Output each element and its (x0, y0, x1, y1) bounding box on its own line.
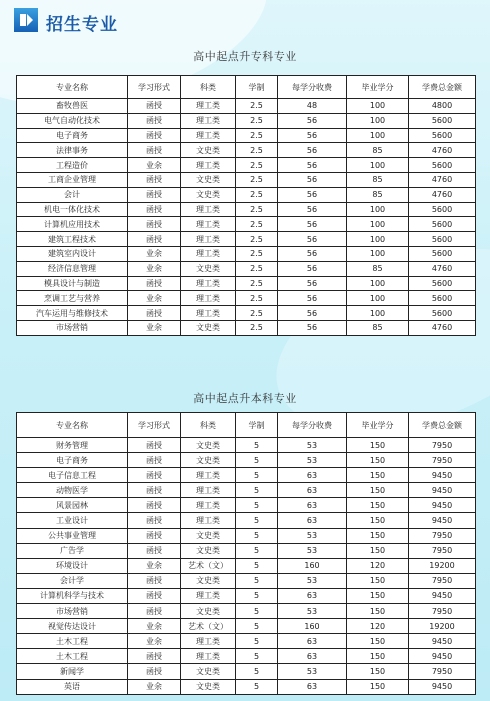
table-cell: 理工类 (181, 306, 236, 321)
table-row (17, 649, 476, 664)
table-cell: 函授 (128, 604, 181, 619)
table-cell: 150 (347, 483, 409, 498)
table-cell: 5600 (409, 217, 476, 232)
table-cell: 56 (278, 187, 347, 202)
table-cell: 7950 (409, 438, 476, 453)
table-cell: 150 (347, 679, 409, 694)
table-cell: 53 (278, 543, 347, 558)
table-cell: 5 (236, 573, 278, 588)
table-cell: 函授 (128, 306, 181, 321)
table-cell: 53 (278, 438, 347, 453)
table-cell: 56 (278, 306, 347, 321)
table-row (17, 320, 476, 335)
table-cell: 4760 (409, 261, 476, 276)
table-row (17, 232, 476, 247)
table-cell: 53 (278, 528, 347, 543)
table-cell: 文史类 (181, 543, 236, 558)
table-row (17, 483, 476, 498)
arrow-logo-icon (14, 8, 38, 32)
table-cell: 150 (347, 528, 409, 543)
table-cell: 文史类 (181, 679, 236, 694)
table-cell: 函授 (128, 143, 181, 158)
table-cell: 19200 (409, 558, 476, 573)
table-cell: 汽车运用与维修技术 (17, 306, 128, 321)
table-cell: 150 (347, 468, 409, 483)
table-cell: 理工类 (181, 99, 236, 114)
table-row (17, 664, 476, 679)
table-cell: 函授 (128, 664, 181, 679)
table-cell: 2.5 (236, 276, 278, 291)
table-cell: 53 (278, 573, 347, 588)
table-cell: 2.5 (236, 232, 278, 247)
table-cell: 63 (278, 498, 347, 513)
table-cell: 业余 (128, 679, 181, 694)
table-cell: 文史类 (181, 438, 236, 453)
table-cell: 文史类 (181, 187, 236, 202)
table-cell: 理工类 (181, 483, 236, 498)
table-row (17, 276, 476, 291)
table-cell: 业余 (128, 558, 181, 573)
table-cell: 函授 (128, 99, 181, 114)
table-cell: 7950 (409, 664, 476, 679)
column-header: 学制 (236, 76, 278, 99)
section-title-benke: 高中起点升本科专业 (193, 392, 297, 405)
table-cell: 风景园林 (17, 498, 128, 513)
table-row (17, 573, 476, 588)
table-cell: 动物医学 (17, 483, 128, 498)
table-row (17, 143, 476, 158)
table-cell: 理工类 (181, 649, 236, 664)
table-cell: 函授 (128, 453, 181, 468)
table-cell: 函授 (128, 528, 181, 543)
table-cell: 函授 (128, 187, 181, 202)
table-cell: 理工类 (181, 246, 236, 261)
table-cell: 理工类 (181, 513, 236, 528)
column-header: 学费总金额 (409, 76, 476, 99)
table-cell: 文史类 (181, 664, 236, 679)
table-row (17, 158, 476, 173)
table-cell: 85 (347, 172, 409, 187)
table-cell: 9450 (409, 513, 476, 528)
table-row (17, 187, 476, 202)
table-cell: 56 (278, 217, 347, 232)
table-cell: 56 (278, 232, 347, 247)
table-cell: 函授 (128, 128, 181, 143)
table-row (17, 528, 476, 543)
table-cell: 函授 (128, 232, 181, 247)
table-cell: 业余 (128, 246, 181, 261)
table-cell: 7950 (409, 604, 476, 619)
table-cell: 56 (278, 320, 347, 335)
table-cell: 文史类 (181, 453, 236, 468)
table-cell: 85 (347, 143, 409, 158)
table-cell: 市场营销 (17, 604, 128, 619)
table-row (17, 246, 476, 261)
table-cell: 理工类 (181, 634, 236, 649)
column-header: 毕业学分 (347, 76, 409, 99)
table-cell: 100 (347, 217, 409, 232)
table-cell: 函授 (128, 483, 181, 498)
table-cell: 2.5 (236, 261, 278, 276)
table-cell: 56 (278, 291, 347, 306)
table-cell: 100 (347, 158, 409, 173)
table-cell: 艺术（文） (181, 558, 236, 573)
table-cell: 函授 (128, 543, 181, 558)
table-cell: 函授 (128, 513, 181, 528)
table-cell: 业余 (128, 158, 181, 173)
table-cell: 理工类 (181, 217, 236, 232)
table-row (17, 498, 476, 513)
section-title-zhuanke: 高中起点升专科专业 (193, 50, 297, 63)
table-cell: 53 (278, 664, 347, 679)
table-cell: 畜牧兽医 (17, 99, 128, 114)
table-cell: 9450 (409, 649, 476, 664)
table-cell: 函授 (128, 573, 181, 588)
table-cell: 56 (278, 276, 347, 291)
table-cell: 56 (278, 143, 347, 158)
table-row (17, 619, 476, 634)
table-cell: 模具设计与制造 (17, 276, 128, 291)
table-header-row (17, 413, 476, 438)
table-cell: 5 (236, 528, 278, 543)
table-cell: 7950 (409, 543, 476, 558)
table-cell: 5 (236, 649, 278, 664)
table-cell: 工商企业管理 (17, 172, 128, 187)
column-header: 科类 (181, 413, 236, 438)
table-cell: 文史类 (181, 528, 236, 543)
table-cell: 19200 (409, 619, 476, 634)
table-cell: 56 (278, 158, 347, 173)
table-cell: 文史类 (181, 320, 236, 335)
table-cell: 7950 (409, 573, 476, 588)
table-cell: 9450 (409, 468, 476, 483)
table-cell: 5 (236, 438, 278, 453)
table-cell: 150 (347, 513, 409, 528)
table-cell: 2.5 (236, 202, 278, 217)
table-cell: 广告学 (17, 543, 128, 558)
column-header: 专业名称 (17, 413, 128, 438)
table-cell: 9450 (409, 679, 476, 694)
table-cell: 150 (347, 649, 409, 664)
benke-table (16, 412, 476, 695)
table-cell: 文史类 (181, 172, 236, 187)
column-header: 学习形式 (128, 76, 181, 99)
table-row (17, 604, 476, 619)
table-cell: 财务管理 (17, 438, 128, 453)
table-cell: 函授 (128, 276, 181, 291)
table-cell: 5 (236, 558, 278, 573)
table-cell: 56 (278, 261, 347, 276)
table-row (17, 558, 476, 573)
table-cell: 63 (278, 513, 347, 528)
table-cell: 100 (347, 291, 409, 306)
column-header: 毕业学分 (347, 413, 409, 438)
table-cell: 63 (278, 468, 347, 483)
table-cell: 4760 (409, 172, 476, 187)
table-row (17, 679, 476, 694)
table-cell: 工程造价 (17, 158, 128, 173)
table-cell: 5600 (409, 246, 476, 261)
table-cell: 160 (278, 558, 347, 573)
table-cell: 5 (236, 679, 278, 694)
column-header: 学习形式 (128, 413, 181, 438)
table-cell: 85 (347, 261, 409, 276)
table-cell: 85 (347, 187, 409, 202)
table-cell: 函授 (128, 438, 181, 453)
table-row (17, 438, 476, 453)
table-cell: 业余 (128, 320, 181, 335)
table-cell: 理工类 (181, 202, 236, 217)
table-cell: 电子商务 (17, 128, 128, 143)
table-cell: 2.5 (236, 172, 278, 187)
table-cell: 理工类 (181, 232, 236, 247)
table-cell: 经济信息管理 (17, 261, 128, 276)
page-title: 招生专业 (46, 15, 118, 35)
table-cell: 文史类 (181, 573, 236, 588)
table-cell: 100 (347, 113, 409, 128)
table-cell: 建筑工程技术 (17, 232, 128, 247)
table-row (17, 588, 476, 603)
table-cell: 7950 (409, 528, 476, 543)
table-cell: 120 (347, 558, 409, 573)
table-cell: 120 (347, 619, 409, 634)
table-cell: 5600 (409, 291, 476, 306)
table-cell: 150 (347, 588, 409, 603)
table-cell: 业余 (128, 619, 181, 634)
table-cell: 5600 (409, 158, 476, 173)
table-row (17, 128, 476, 143)
table-cell: 函授 (128, 468, 181, 483)
table-cell: 5600 (409, 232, 476, 247)
table-cell: 100 (347, 276, 409, 291)
table-cell: 4760 (409, 320, 476, 335)
table-cell: 市场营销 (17, 320, 128, 335)
table-cell: 2.5 (236, 246, 278, 261)
table-cell: 5 (236, 483, 278, 498)
table-cell: 业余 (128, 261, 181, 276)
table-cell: 150 (347, 543, 409, 558)
table-cell: 2.5 (236, 306, 278, 321)
table-cell: 9450 (409, 483, 476, 498)
table-cell: 计算机应用技术 (17, 217, 128, 232)
table-row (17, 261, 476, 276)
table-cell: 文史类 (181, 143, 236, 158)
table-cell: 5 (236, 513, 278, 528)
table-cell: 5 (236, 619, 278, 634)
table-cell: 4760 (409, 187, 476, 202)
table-cell: 5600 (409, 113, 476, 128)
table-cell: 150 (347, 498, 409, 513)
table-cell: 4760 (409, 143, 476, 158)
table-cell: 100 (347, 306, 409, 321)
column-header: 科类 (181, 76, 236, 99)
table-row (17, 306, 476, 321)
table-cell: 函授 (128, 113, 181, 128)
table-cell: 5 (236, 604, 278, 619)
table-row (17, 453, 476, 468)
table-row (17, 217, 476, 232)
table-cell: 新闻学 (17, 664, 128, 679)
table-cell: 63 (278, 634, 347, 649)
table-cell: 理工类 (181, 468, 236, 483)
table-cell: 土木工程 (17, 649, 128, 664)
table-cell: 5 (236, 664, 278, 679)
column-header: 专业名称 (17, 76, 128, 99)
table-cell: 150 (347, 634, 409, 649)
table-cell: 56 (278, 202, 347, 217)
table-cell: 100 (347, 246, 409, 261)
table-cell: 100 (347, 202, 409, 217)
table-cell: 5 (236, 468, 278, 483)
table-cell: 150 (347, 438, 409, 453)
table-cell: 建筑室内设计 (17, 246, 128, 261)
table-cell: 电气自动化技术 (17, 113, 128, 128)
table-cell: 100 (347, 232, 409, 247)
table-cell: 63 (278, 649, 347, 664)
column-header: 学制 (236, 413, 278, 438)
table-row (17, 202, 476, 217)
table-cell: 机电一体化技术 (17, 202, 128, 217)
table-cell: 5 (236, 588, 278, 603)
table-cell: 2.5 (236, 291, 278, 306)
table-cell: 150 (347, 604, 409, 619)
table-row (17, 172, 476, 187)
table-row (17, 543, 476, 558)
table-cell: 2.5 (236, 320, 278, 335)
table-cell: 160 (278, 619, 347, 634)
table-cell: 计算机科学与技术 (17, 588, 128, 603)
table-cell: 2.5 (236, 143, 278, 158)
table-cell: 理工类 (181, 291, 236, 306)
table-cell: 函授 (128, 202, 181, 217)
table-cell: 5 (236, 453, 278, 468)
table-cell: 7950 (409, 453, 476, 468)
table-cell: 法律事务 (17, 143, 128, 158)
table-cell: 业余 (128, 291, 181, 306)
table-cell: 文史类 (181, 261, 236, 276)
table-cell: 53 (278, 604, 347, 619)
table-cell: 5 (236, 498, 278, 513)
table-cell: 理工类 (181, 498, 236, 513)
table-cell: 业余 (128, 634, 181, 649)
table-cell: 环境设计 (17, 558, 128, 573)
table-cell: 5600 (409, 128, 476, 143)
table-cell: 土木工程 (17, 634, 128, 649)
table-cell: 2.5 (236, 99, 278, 114)
table-cell: 视觉传达设计 (17, 619, 128, 634)
table-cell: 56 (278, 246, 347, 261)
table-cell: 56 (278, 113, 347, 128)
table-cell: 53 (278, 453, 347, 468)
table-cell: 函授 (128, 588, 181, 603)
table-cell: 烹调工艺与营养 (17, 291, 128, 306)
table-cell: 理工类 (181, 588, 236, 603)
table-cell: 4800 (409, 99, 476, 114)
table-cell: 150 (347, 453, 409, 468)
table-cell: 函授 (128, 649, 181, 664)
table-cell: 英语 (17, 679, 128, 694)
page-header (14, 8, 214, 35)
table-cell: 100 (347, 128, 409, 143)
table-cell: 2.5 (236, 128, 278, 143)
table-cell: 函授 (128, 498, 181, 513)
table-cell: 2.5 (236, 217, 278, 232)
table-cell: 100 (347, 99, 409, 114)
table-cell: 5600 (409, 202, 476, 217)
table-cell: 艺术（文） (181, 619, 236, 634)
table-cell: 2.5 (236, 187, 278, 202)
table-cell: 5600 (409, 276, 476, 291)
table-cell: 5 (236, 543, 278, 558)
column-header: 每学分收费 (278, 413, 347, 438)
table-cell: 理工类 (181, 113, 236, 128)
table-cell: 48 (278, 99, 347, 114)
table-cell: 5600 (409, 306, 476, 321)
zhuanke-table (16, 75, 476, 336)
table-cell: 56 (278, 172, 347, 187)
table-cell: 函授 (128, 217, 181, 232)
table-cell: 2.5 (236, 158, 278, 173)
table-cell: 9450 (409, 634, 476, 649)
table-cell: 2.5 (236, 113, 278, 128)
table-cell: 63 (278, 483, 347, 498)
table-cell: 电子商务 (17, 453, 128, 468)
table-cell: 公共事业管理 (17, 528, 128, 543)
table-cell: 56 (278, 128, 347, 143)
table-cell: 工业设计 (17, 513, 128, 528)
table-header-row (17, 76, 476, 99)
table-cell: 150 (347, 573, 409, 588)
table-row (17, 468, 476, 483)
table-row (17, 291, 476, 306)
table-cell: 9450 (409, 498, 476, 513)
table-row (17, 513, 476, 528)
table-cell: 150 (347, 664, 409, 679)
table-cell: 文史类 (181, 604, 236, 619)
column-header: 每学分收费 (278, 76, 347, 99)
table-row (17, 634, 476, 649)
table-cell: 63 (278, 679, 347, 694)
table-row (17, 113, 476, 128)
table-cell: 5 (236, 634, 278, 649)
table-cell: 理工类 (181, 128, 236, 143)
table-cell: 会计 (17, 187, 128, 202)
table-cell: 理工类 (181, 276, 236, 291)
table-cell: 理工类 (181, 158, 236, 173)
column-header: 学费总金额 (409, 413, 476, 438)
table-cell: 85 (347, 320, 409, 335)
table-cell: 9450 (409, 588, 476, 603)
table-cell: 63 (278, 588, 347, 603)
table-row (17, 99, 476, 114)
table-cell: 会计学 (17, 573, 128, 588)
table-cell: 函授 (128, 172, 181, 187)
table-cell: 电子信息工程 (17, 468, 128, 483)
